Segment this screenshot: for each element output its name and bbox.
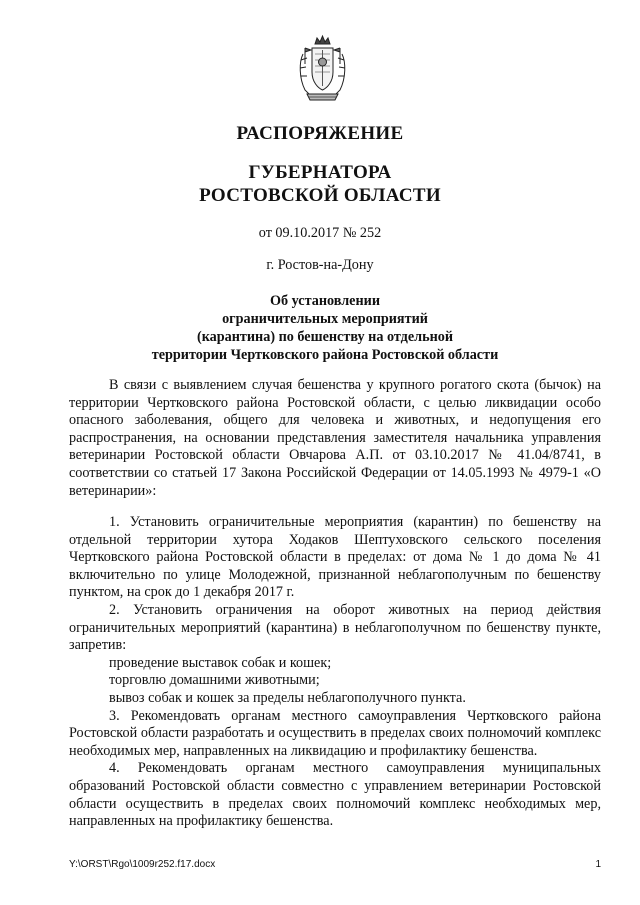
subject-line: Об установлении bbox=[269, 293, 381, 309]
item-2-paragraph: 2. Установить ограничения на оборот животных на период действия ограничительных мероприятий (карантина) в неблагополучном по бешенству пункте, запретив: bbox=[69, 601, 601, 654]
subject-line: территории Чертковского района Ростовской области bbox=[151, 347, 499, 363]
resolution-items bbox=[69, 514, 601, 831]
item-2-sub-3: вывоз собак и кошек за пределы неблагополучного пункта. bbox=[109, 689, 466, 706]
document-subject bbox=[60, 292, 590, 364]
subject-line: (карантина) по бешенству на отдельной bbox=[196, 329, 454, 345]
subject-line: ограничительных мероприятий bbox=[222, 311, 428, 327]
document-date-number: от 09.10.2017 № 252 bbox=[258, 225, 382, 241]
coat-of-arms-icon bbox=[295, 34, 350, 106]
item-1-paragraph: 1. Установить ограничительные мероприятия (карантин) по бешенству на отдельной территории хутора Ходаков Шептуховского сельского поселения Чертковского района Ростовской области в пределах: от дома № 1 до дома № 41 включительно по улице Молодежной, признанной неблагополучным по бешенству пунктом, на срок до 1 декабря 2017 г. bbox=[69, 514, 601, 601]
file-path: Y:\ORST\Rgo\1009r252.f17.docx bbox=[69, 859, 216, 870]
item-4-paragraph: 4. Рекомендовать органам местного самоуправления муниципальных образований Ростовской области совместно с управлением ветеринарии Ростовской области осуществить в пределах своих полномочий комплекс необходимых мер, направленных на профилактику бешенства. bbox=[69, 760, 601, 830]
preamble-paragraph: В связи с выявлением случая бешенства у крупного рогатого скота (бычок) на территории Чертковского района Ростовской области, с целью ликвидации особо опасного заболевания, общего для человека и животных, и недопущения его распространения, на основании представления заместителя начальника управления ветеринарии Ростовской области Овчарова А.П. от 03.10.2017 № 41.04/8741, в соответствии со статьей 17 Закона Российской Федерации от 14.05.1993 № 4979-1 «О ветеринарии»: bbox=[69, 377, 601, 499]
item-2-sub-1: проведение выставок собак и кошек; bbox=[109, 654, 332, 671]
issuer-heading-line2: РОСТОВСКОЙ ОБЛАСТИ bbox=[199, 185, 441, 206]
page-footer bbox=[69, 859, 601, 870]
document-type-heading: РАСПОРЯЖЕНИЕ bbox=[236, 123, 404, 144]
item-3-paragraph: 3. Рекомендовать органам местного самоуправления Чертковского района Ростовской области разработать и осуществить в пределах своих полномочий комплекс необходимых мер, направленных на ликвидацию и профилактику бешенства. bbox=[69, 707, 601, 759]
issuer-heading-line1: ГУБЕРНАТОРА bbox=[248, 162, 392, 183]
preamble-block bbox=[69, 377, 601, 500]
page-number: 1 bbox=[595, 859, 601, 870]
document-city: г. Ростов-на-Дону bbox=[266, 257, 374, 273]
item-2-sub-2: торговлю домашними животными; bbox=[109, 672, 320, 689]
